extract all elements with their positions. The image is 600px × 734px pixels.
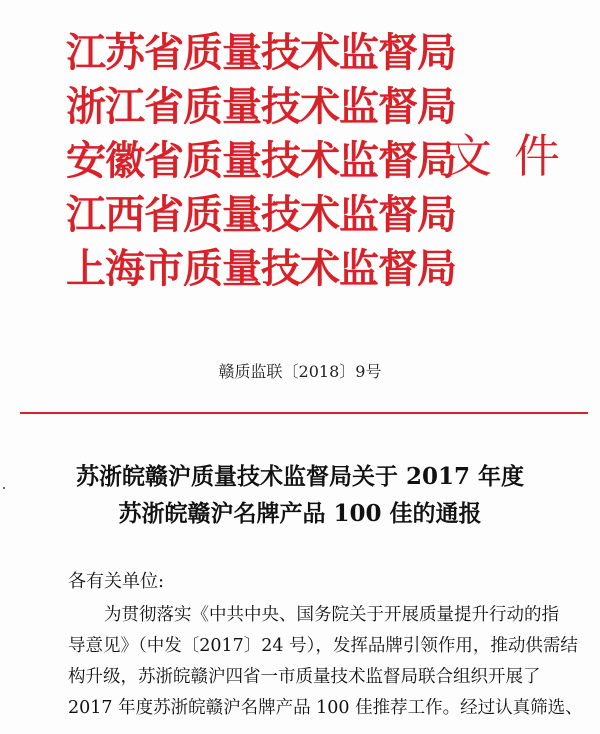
issuer-jiangxi: 江西省质量技术监督局 — [66, 191, 456, 238]
issuer-shanghai: 上海市质量技术监督局 — [66, 245, 456, 292]
title-line-1: 苏浙皖赣沪质量技术监督局关于 2017 年度 — [75, 463, 525, 490]
issuer-jiangsu: 江苏省质量技术监督局 — [66, 29, 456, 76]
issuer-list — [66, 26, 456, 296]
body-line: 导意见》（中发〔2017〕24 号），发挥品牌引领作用，推动供需结 — [68, 636, 578, 656]
salutation: 各有关单位: — [68, 571, 165, 592]
issuer-zhejiang: 浙江省质量技术监督局 — [66, 83, 456, 130]
title-line-2: 苏浙皖赣沪名牌产品 100 佳的通报 — [118, 500, 482, 527]
document-number: 赣质监联〔2018〕9号 — [218, 362, 382, 381]
document-title — [0, 458, 600, 532]
body-line: 构升级，苏浙皖赣沪四省一市质量技术监督局联合组织开展了 — [68, 667, 541, 687]
document-type-label: 文件 — [446, 129, 582, 183]
body-line: 为贯彻落实《中共中央、国务院关于开展质量提升行动的指 — [104, 605, 559, 625]
body-line: 2017 年度苏浙皖赣沪名牌产品 100 佳推荐工作。经过认真筛选、 — [68, 698, 583, 718]
issuer-anhui: 安徽省质量技术监督局 — [66, 137, 456, 184]
body-paragraph — [68, 600, 583, 724]
header-divider — [20, 412, 588, 414]
